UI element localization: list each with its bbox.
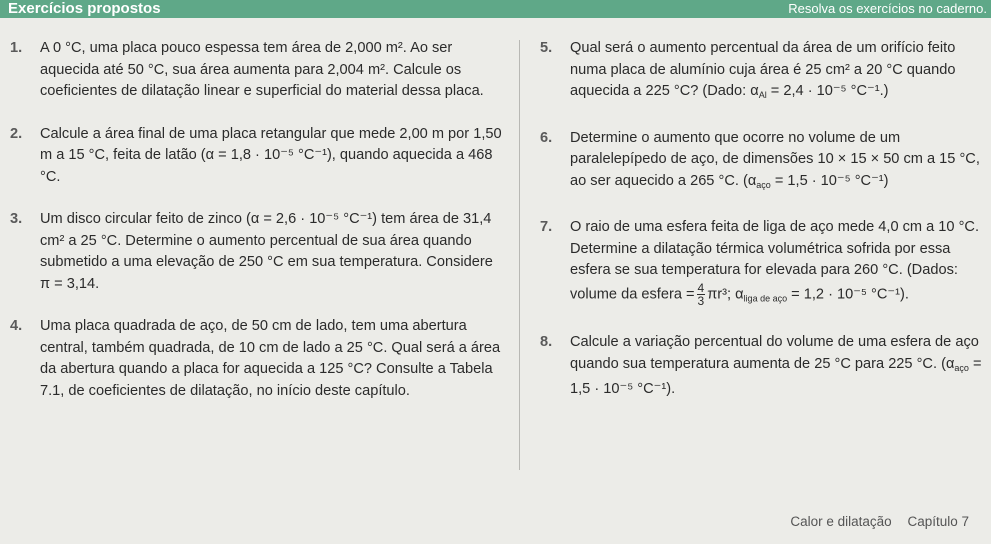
exercise-1	[10, 38, 502, 103]
fraction: $\frac{4}{3}$	[697, 280, 705, 308]
exercise-text: Uma placa quadrada de aço, de 50 cm de lado, tem uma abertura central, também quadrada, de 10 cm de lado a 25 °C. Qual será a área da abertura quando a placa for aquecida a 125 °C? Consulte a Tabela 7.1, de coeficientes de dilatação, no início deste capítulo.	[40, 318, 501, 399]
page-footer	[778, 514, 969, 529]
exercise-7	[540, 217, 986, 309]
exercise-text: Calcule a variação percentual do volume de uma esfera de aço quando sua temperatura aumenta de 25 °C para 225 °C. ($\alpha_{aço} = 1,5 \cdot 10^{-5}$ °C⁻¹).	[570, 334, 982, 398]
exercise-text: Um disco circular feito de zinco (α = 2,6 · 10⁻⁵ °C⁻¹) tem área de 31,4 cm² a 25 °C. Determine o aumento percentual de sua área quando submetido a uma elevação de 250 °C em sua temperatura. Considere π = 3,14.	[40, 211, 493, 292]
exercise-number: 6.	[540, 129, 553, 146]
exercise-number: 7.	[540, 219, 553, 235]
header-note: Resolva os exercícios no caderno.	[788, 1, 987, 16]
exercise-6	[540, 128, 986, 197]
exercise-number: 2.	[10, 125, 23, 142]
exercise-text: Determine o aumento que ocorre no volume de um paralelepípedo de aço, de dimensões 10 × 15 × 50 cm a 15 °C, ao ser aquecido a 265 °C. ($\alpha_{aço} = 1,5 \cdot 10^{-5}$ °C⁻¹)	[570, 129, 980, 190]
exercise-5	[540, 38, 986, 107]
left-column	[10, 38, 502, 402]
exercise-3	[10, 209, 502, 295]
footer-section: Calor e dilatação	[790, 514, 892, 529]
exercise-8	[540, 332, 986, 401]
exercise-4	[10, 316, 502, 402]
right-column	[540, 38, 986, 401]
exercise-text: Qual será o aumento percentual da área de um orifício feito numa placa de alumínio cuja área é 25 cm² a 20 °C quando aquecida a 225 °C? (Dado: $\alpha_{Al} = 2,4 \cdot 10^{-5}$ °C⁻¹.)	[570, 40, 956, 100]
exercise-number: 8.	[540, 334, 553, 351]
exercise-number: 4.	[10, 318, 23, 334]
exercise-2	[10, 124, 502, 189]
exercise-number: 5.	[540, 40, 553, 56]
exercise-text: O raio de uma esfera feita de liga de aço mede 4,0 cm a 10 °C. Determine a dilatação térmica volumétrica sofrida por essa esfera se sua temperatura for elevada para 260 °C. (Dados: volume da esfera = $\frac{4}{3}$ πr³; $\alpha_{liga de aço} = 1,2 \cdot 10^{-5}$ °C⁻¹).	[570, 219, 980, 308]
exercise-text: Calcule a área final de uma placa retangular que mede 2,00 m por 1,50 m a 15 °C, feita de latão (α = 1,8 · 10⁻⁵ °C⁻¹), quando aquecida a 468 °C.	[40, 125, 502, 185]
exercise-number: 1.	[10, 40, 23, 56]
exercise-text: A 0 °C, uma placa pouco espessa tem área de 2,000 m². Ao ser aquecida até 50 °C, sua área aumenta para 2,004 m². Calcule os coeficientes de dilatação linear e superficial do material dessa placa.	[40, 40, 484, 99]
footer-chapter: Capítulo 7	[907, 514, 969, 529]
column-divider	[519, 40, 520, 470]
exercise-number: 3.	[10, 211, 23, 227]
page-title: Exercícios propostos	[8, 0, 161, 17]
